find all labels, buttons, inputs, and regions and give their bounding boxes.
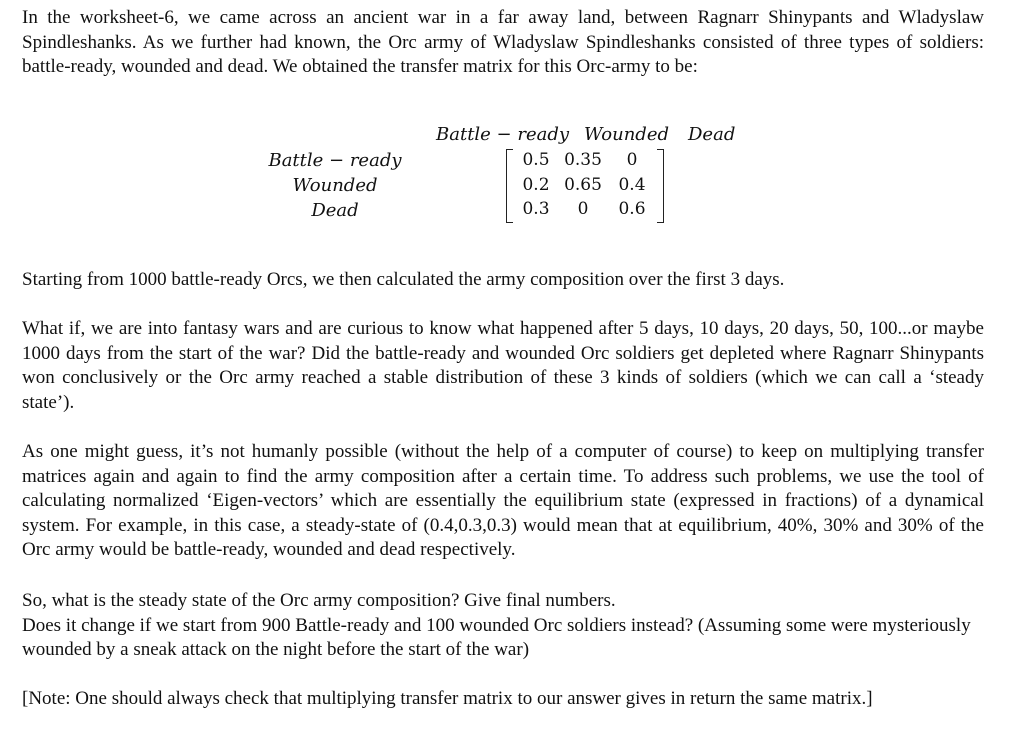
col-header-dead: Dead bbox=[688, 124, 736, 145]
matrix-cell: 0.4 bbox=[618, 175, 646, 195]
row-label-battle-ready: Battle − ready bbox=[268, 150, 402, 171]
matrix-cell: 0 bbox=[626, 150, 638, 170]
questions-block bbox=[22, 589, 984, 663]
explanation-paragraph: As one might guess, it’s not humanly possible (without the help of a computer of course) to keep on multiplying transfer matrices again and again to find the army composition after a certain time. To address such problems, we use the tool of calculating normalized ‘Eigen-vectors’ which are essentially the equilibrium state (expressed in fractions) of a dynamical system. For example, in this case, a steady-state of (0.4,0.3,0.3) would mean that at equilibrium, 40%, 30% and 30% of the Orc army would be battle-ready, wounded and dead respectively. bbox=[22, 441, 984, 560]
matrix-column-headers bbox=[436, 124, 756, 148]
intro-paragraph: In the worksheet-6, we came across an ancient war in a far away land, between Ragnarr Shinypants and Wladyslaw Spindleshanks. As we further had known, the Orc army of Wladyslaw Spindleshanks consisted of three types of soldiers: battle-ready, wounded and dead. We obtained the transfer matrix for this Orc-army to be: bbox=[22, 7, 984, 77]
start-paragraph: Starting from 1000 battle-ready Orcs, we then calculated the army composition over the first 3 days. bbox=[22, 269, 785, 290]
col-header-battle-ready: Battle − ready bbox=[436, 124, 570, 145]
matrix-right-bracket bbox=[657, 149, 664, 223]
row-label-dead: Dead bbox=[311, 200, 359, 221]
transfer-matrix bbox=[506, 147, 664, 223]
matrix-cell: 0.35 bbox=[564, 150, 602, 170]
matrix-cell: 0.6 bbox=[618, 199, 646, 219]
matrix-cell: 0.65 bbox=[564, 175, 602, 195]
matrix-cell: 0.2 bbox=[522, 175, 550, 195]
matrix-left-bracket bbox=[506, 149, 513, 223]
question-alternate-start: Does it change if we start from 900 Battle-ready and 100 wounded Orc soldiers instead? (Assuming some were mysteriously wounded by a sneak attack on the night before the start of the war) bbox=[22, 614, 971, 660]
row-label-wounded: Wounded bbox=[292, 175, 378, 196]
question-steady-state: So, what is the steady state of the Orc army composition? Give final numbers. bbox=[22, 590, 616, 611]
note-paragraph: [Note: One should always check that multiplying transfer matrix to our answer gives in return the same matrix.] bbox=[22, 688, 873, 709]
col-header-wounded: Wounded bbox=[584, 124, 669, 145]
matrix-cell: 0 bbox=[577, 199, 589, 219]
what-if-paragraph: What if, we are into fantasy wars and are curious to know what happened after 5 days, 10 days, 20 days, 50, 100...or maybe 1000 days from the start of the war? Did the battle-ready and wounded Orc soldiers get depleted where Ragnarr Shinypants won conclusively or the Orc army reached a stable distribution of these 3 kinds of soldiers (which we can call a ‘steady state’). bbox=[22, 318, 984, 413]
matrix-row-labels bbox=[250, 148, 420, 223]
matrix-cell: 0.3 bbox=[522, 199, 550, 219]
matrix-cell: 0.5 bbox=[522, 150, 550, 170]
